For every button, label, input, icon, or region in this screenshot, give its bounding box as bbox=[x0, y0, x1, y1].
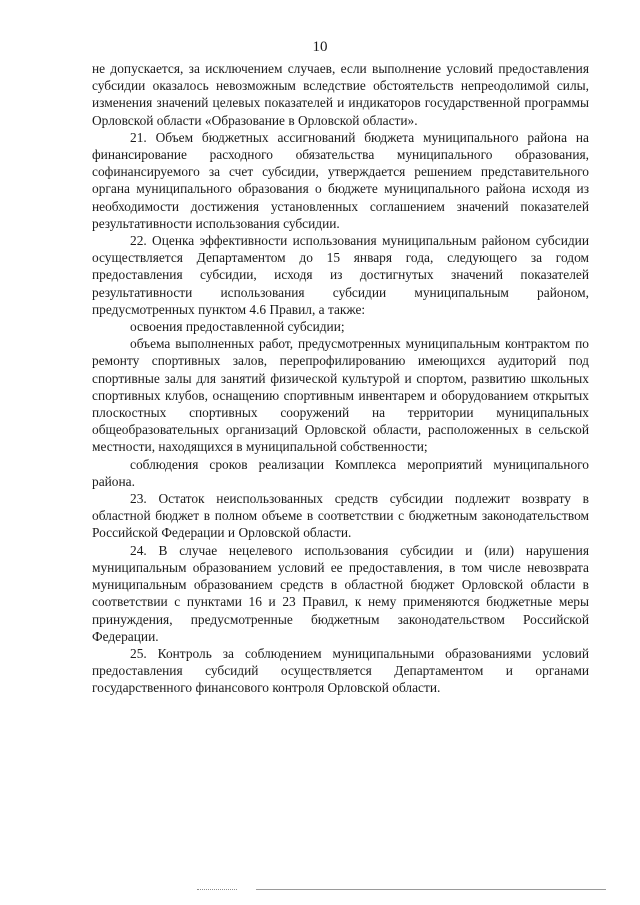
paragraph-continuation: не допускается, за исключением случаев, если выполнение условий предоставления субсидии оказалось невозможным вследствие обстоятельств непреодолимой силы, изменения значений целевых показателей и индикаторов государственной программы Орловской области «Образование в Орловской области». bbox=[92, 61, 589, 128]
list-item-work-volume: объема выполненных работ, предусмотренных муниципальным контрактом по ремонту спортивных залов, перепрофилированию имеющихся аудиторий под спортивные залы для занятий физической культурой и спортом, развитию школьных спортивных клубов, оснащению спортивным инвентарем и оборудованием открытых плоскостных спортивных сооружений на территории муниципальных общеобразовательных организаций Орловской области, расположенных в сельской местности, находящихся в муниципальной собственности; bbox=[92, 336, 589, 455]
paragraph-21: 21. Объем бюджетных ассигнований бюджета муниципального района на финансирование расходного обязательства муниципального образования, софинансируемого за счет субсидии, утверждается решением представительного органа муниципального образования о бюджете муниципального района исходя из необходимости достижения установленных соглашением значений показателей результативности использования субсидии. bbox=[92, 129, 589, 231]
document-body bbox=[92, 60, 589, 697]
footer-rule bbox=[256, 889, 606, 890]
list-item-subsidy-use: освоения предоставленной субсидии; bbox=[130, 319, 345, 335]
page-number: 10 bbox=[312, 39, 328, 55]
paragraph-22: 22. Оценка эффективности использования муниципальным районом субсидии осуществляется Департаментом до 15 января года, следующего за годом предоставления субсидии, исходя из достигнутых значений показателей результативности использования субсидии муниципальным районом, предусмотренных пунктом 4.6 Правил, а также: bbox=[92, 233, 589, 317]
footer-scan-marks bbox=[0, 888, 640, 892]
list-item-deadlines: соблюдения сроков реализации Комплекса мероприятий муниципального района. bbox=[92, 456, 589, 489]
paragraph-24: 24. В случае нецелевого использования субсидии и (или) нарушения муниципальным образованием условий ее предоставления, в том числе невозврата муниципальным образованием средств в областной бюджет Орловской области в соответствии с пунктами 16 и 23 Правил, к нему применяются бюджетные меры принуждения, предусмотренные бюджетным законодательством Российской Федерации. bbox=[92, 542, 589, 644]
footer-dotted-mark bbox=[197, 889, 237, 890]
paragraph-23: 23. Остаток неиспользованных средств субсидии подлежит возврату в областной бюджет в полном объеме в соответствии с бюджетным законодательством Российской Федерации и Орловской области. bbox=[92, 491, 589, 541]
paragraph-25: 25. Контроль за соблюдением муниципальными образованиями условий предоставления субсидий осуществляется Департаментом и органами государственного финансового контроля Орловской области. bbox=[92, 645, 589, 696]
